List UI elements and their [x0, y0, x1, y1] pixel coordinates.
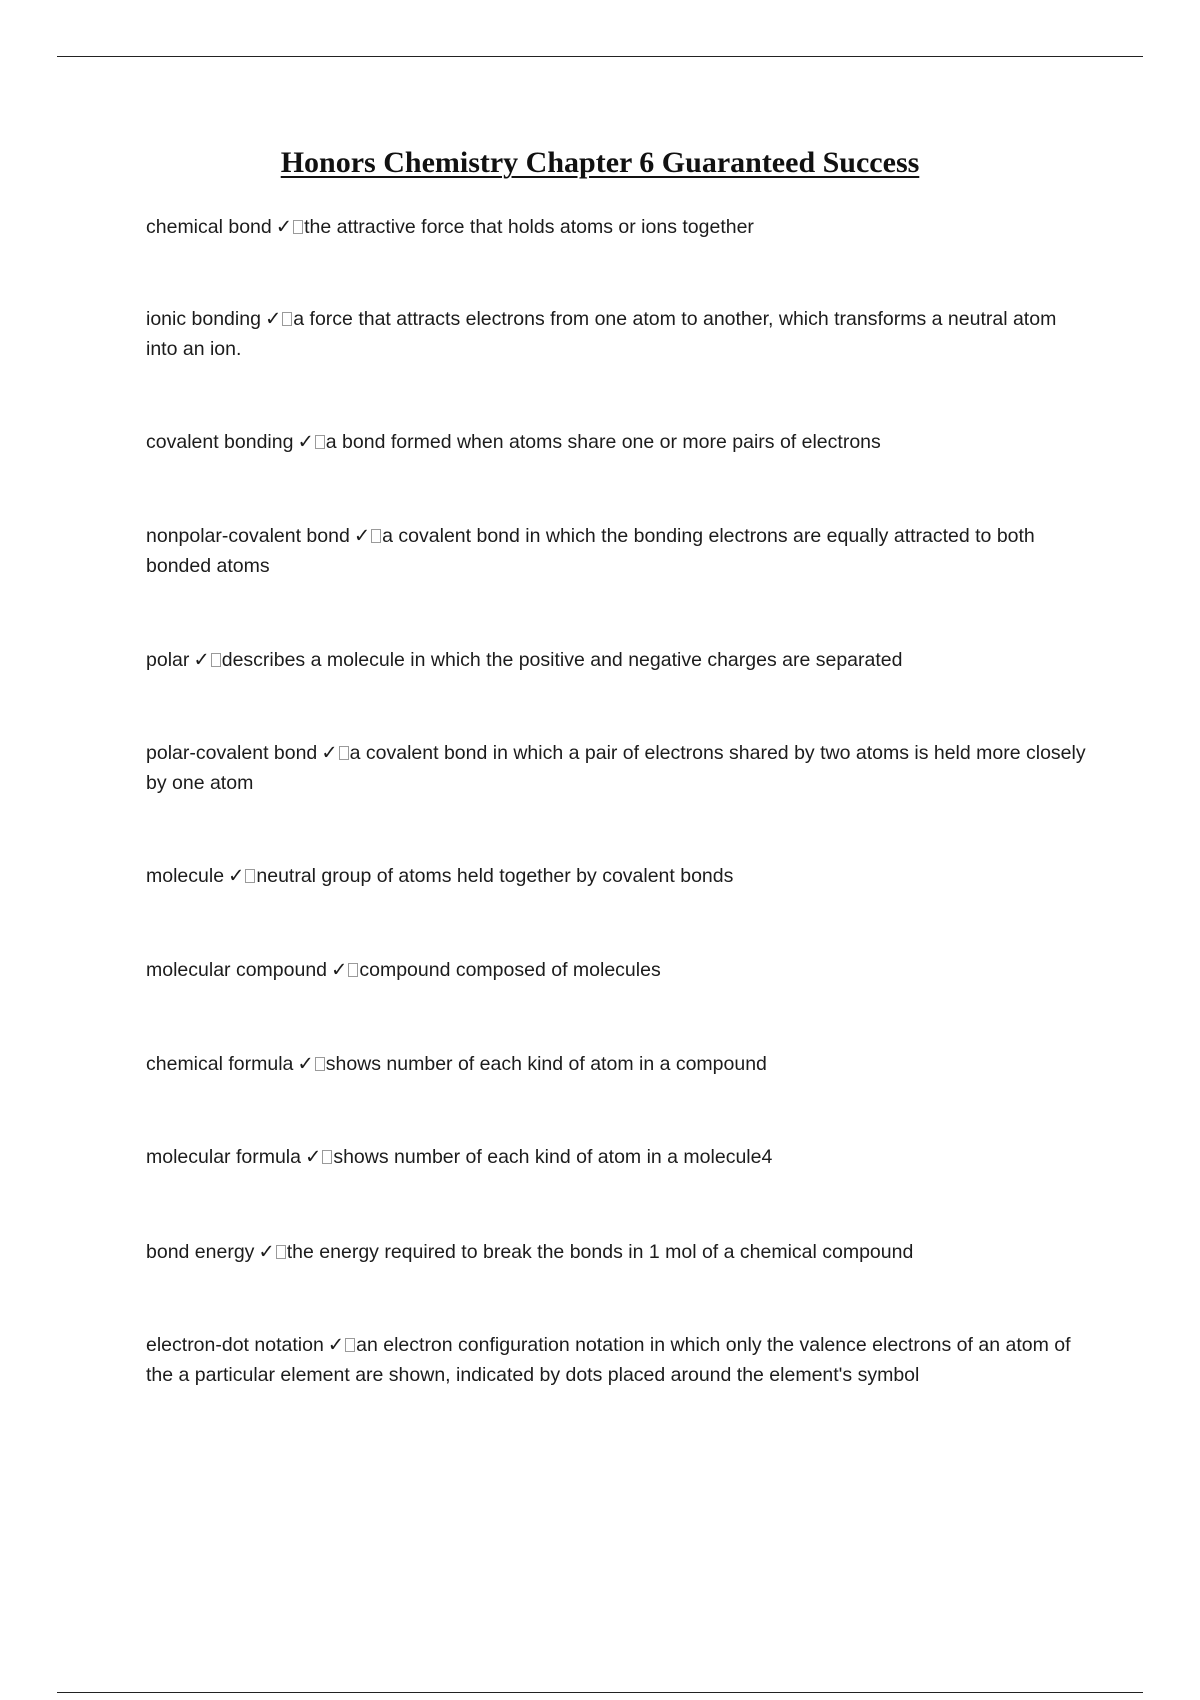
definition-entry	[146, 427, 1086, 457]
missing-glyph-box-icon	[282, 312, 292, 326]
top-divider	[57, 56, 1143, 57]
term-label: molecule	[146, 865, 225, 887]
missing-glyph-box-icon	[245, 869, 255, 883]
term-label: bond energy	[146, 1241, 255, 1263]
missing-glyph-box-icon	[371, 529, 381, 543]
checkmark-icon: ✓	[297, 431, 314, 453]
missing-glyph-box-icon	[315, 435, 325, 449]
definition-entry	[146, 645, 1086, 675]
definition-text: compound composed of molecules	[359, 959, 661, 981]
term-label: polar	[146, 649, 190, 671]
term-label: electron-dot notation	[146, 1334, 324, 1356]
term-label: chemical formula	[146, 1053, 294, 1075]
term-label: covalent bonding	[146, 431, 294, 453]
definition-text: describes a molecule in which the positive and negative charges are separated	[221, 649, 903, 671]
definition-text: neutral group of atoms held together by covalent bonds	[256, 865, 734, 887]
missing-glyph-box-icon	[315, 1057, 325, 1071]
checkmark-icon: ✓	[258, 1241, 275, 1263]
term-label: chemical bond	[146, 216, 272, 238]
missing-glyph-box-icon	[293, 220, 303, 234]
definition-text: an electron configuration notation in which only the valence electrons of an atom of the a particular element are shown, indicated by dots placed around the element's symbol	[146, 1334, 1071, 1386]
checkmark-icon: ✓	[321, 742, 338, 764]
definition-text: a covalent bond in which the bonding electrons are equally attracted to both bonded atoms	[146, 525, 1035, 577]
term-label: polar-covalent bond	[146, 742, 318, 764]
definition-entry	[146, 1330, 1086, 1390]
definition-entry	[146, 738, 1086, 798]
missing-glyph-box-icon	[348, 963, 358, 977]
definition-entry	[146, 521, 1086, 581]
missing-glyph-box-icon	[339, 746, 349, 760]
definition-entry	[146, 861, 1086, 891]
missing-glyph-box-icon	[345, 1338, 355, 1352]
definition-text: the attractive force that holds atoms or ions together	[304, 216, 754, 238]
definition-text: shows number of each kind of atom in a molecule4	[333, 1146, 773, 1168]
checkmark-icon: ✓	[264, 308, 282, 330]
definition-text: a force that attracts electrons from one atom to another, which transforms a neutral atom into an ion.	[146, 308, 1057, 360]
definition-entry	[146, 1142, 1086, 1172]
missing-glyph-box-icon	[276, 1245, 286, 1259]
checkmark-icon: ✓	[353, 525, 371, 547]
term-label: molecular compound	[146, 959, 328, 981]
definition-text: a covalent bond in which a pair of electrons shared by two atoms is held more closely by one atom	[146, 742, 1086, 794]
definition-text: a bond formed when atoms share one or more pairs of electrons	[325, 431, 881, 453]
definition-entry	[146, 212, 1086, 242]
page-title: Honors Chemistry Chapter 6 Guaranteed Success	[280, 146, 920, 179]
bottom-divider	[57, 1692, 1143, 1693]
checkmark-icon: ✓	[193, 649, 210, 671]
definition-text: shows number of each kind of atom in a compound	[325, 1053, 767, 1075]
definition-entry	[146, 1049, 1086, 1079]
checkmark-icon: ✓	[331, 959, 348, 981]
term-label: ionic bonding	[146, 308, 261, 330]
checkmark-icon: ✓	[228, 865, 245, 887]
term-label: molecular formula	[146, 1146, 301, 1168]
checkmark-icon: ✓	[304, 1146, 322, 1168]
missing-glyph-box-icon	[322, 1150, 332, 1164]
checkmark-icon: ✓	[327, 1334, 345, 1356]
definition-entry	[146, 1237, 1086, 1267]
missing-glyph-box-icon	[211, 653, 221, 667]
term-label: nonpolar-covalent bond	[146, 525, 350, 547]
definition-text: the energy required to break the bonds in 1 mol of a chemical compound	[286, 1241, 914, 1263]
checkmark-icon: ✓	[275, 216, 293, 238]
definition-entry	[146, 304, 1086, 364]
checkmark-icon: ✓	[297, 1053, 314, 1075]
definition-entry	[146, 955, 1086, 985]
